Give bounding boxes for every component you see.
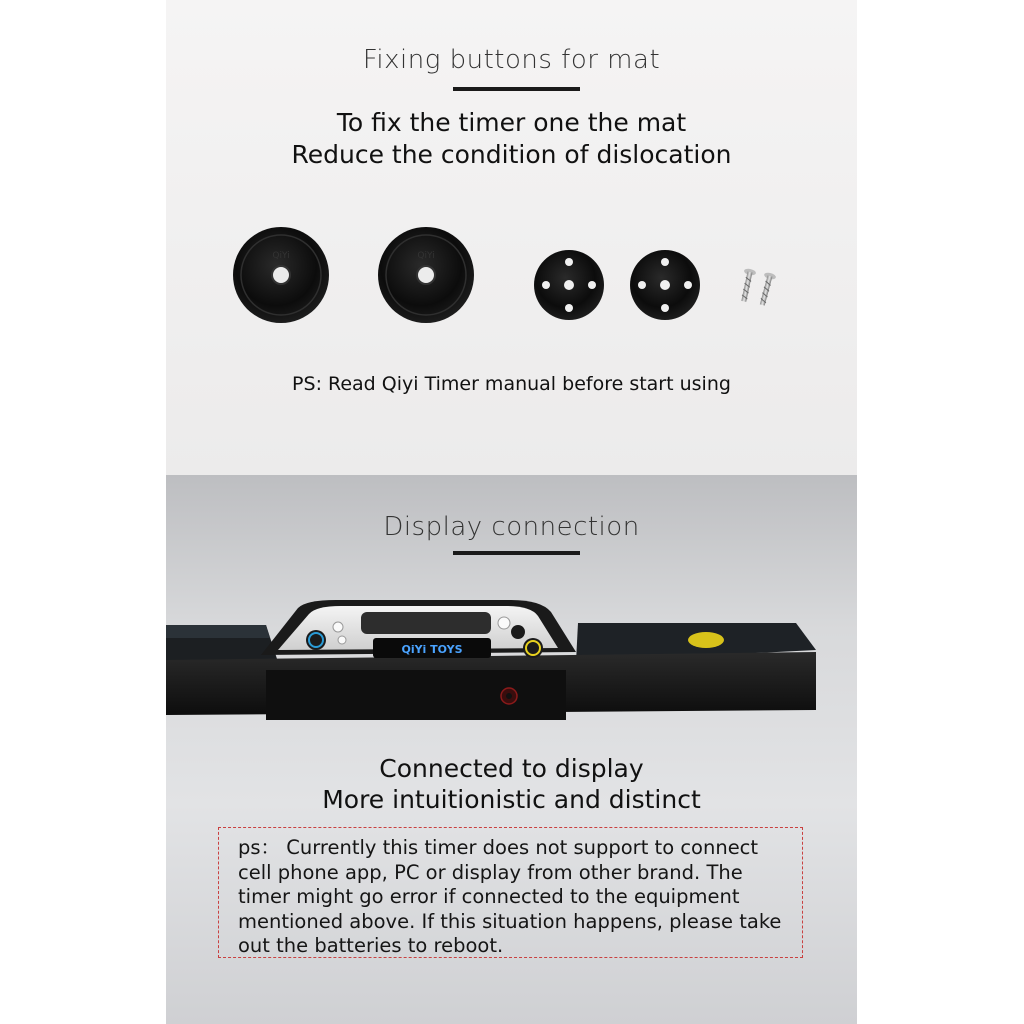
caption-line-1: Connected to display bbox=[379, 754, 644, 783]
svg-text:QiYi: QiYi bbox=[272, 251, 290, 261]
fixing-buttons-panel bbox=[166, 0, 857, 475]
subtitle-line-1: To fix the timer one the mat bbox=[336, 108, 687, 137]
small-fixing-button bbox=[534, 250, 604, 320]
display-connection-panel bbox=[166, 475, 857, 1024]
large-fixing-button bbox=[233, 227, 329, 323]
power-button bbox=[306, 630, 326, 650]
svg-text:QiYi: QiYi bbox=[417, 251, 435, 261]
screws bbox=[738, 268, 777, 307]
reset-button bbox=[523, 638, 543, 658]
manual-note: PS: Read Qiyi Timer manual before start using bbox=[292, 373, 731, 395]
subtitle-line-2: Reduce the condition of dislocation bbox=[291, 140, 732, 169]
caption-line-2: More intuitionistic and distinct bbox=[322, 785, 701, 814]
small-fixing-button bbox=[630, 250, 700, 320]
section-heading: Fixing buttons for mat bbox=[362, 45, 661, 75]
fixing-parts-image bbox=[166, 210, 857, 340]
heading-underline bbox=[453, 87, 580, 91]
section-heading: Display connection bbox=[383, 512, 640, 542]
compatibility-note bbox=[218, 827, 803, 958]
compatibility-note-text: ps： Currently this timer does not support to connect cell phone app, PC or display from other brand. The timer might go error if connected to the equipment mentioned above. If this situation happens, please take out the batteries to reboot. bbox=[238, 836, 782, 957]
heading-underline bbox=[453, 551, 580, 555]
timer-device-image bbox=[166, 600, 857, 750]
large-fixing-button bbox=[378, 227, 474, 323]
device-brand-label: QiYi TOYS bbox=[401, 643, 463, 656]
